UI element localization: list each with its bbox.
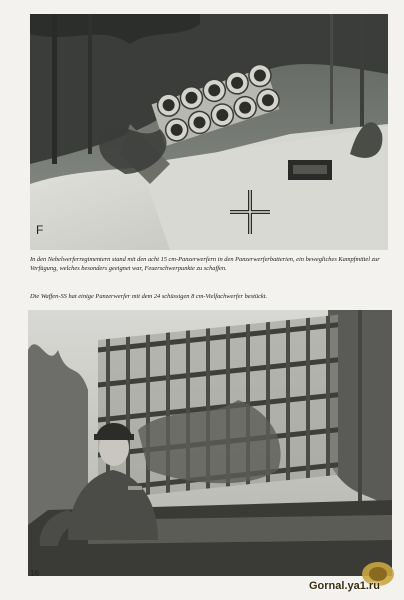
top-photo-image [30,14,388,250]
multiple-rocket-launcher-photo [28,310,392,576]
site-watermark-text: Gornal.ya1.ru [309,580,380,592]
page-number: 16 [30,569,39,578]
top-photo-caption: In den Nebelwerferregimentern stand mit den acht 15 cm-Panzerwerfern in den Panzerwerferbatterien, ein bewegliches Kampfmittel zur Verfügung, welches besonders geeignet war, Feuerschwerpunkte zu schaffen. [30,256,380,272]
svg-text:F: F [36,223,44,237]
rocket-launcher-turret-photo [30,14,388,250]
bottom-photo-image [28,310,392,576]
bottom-photo-caption: Die Waffen-SS hat einige Panzerwerfer mit dem 24 schüssigen 8 cm-Vielfachwerfer bestückt. [30,293,268,300]
site-watermark-logo [346,558,402,598]
